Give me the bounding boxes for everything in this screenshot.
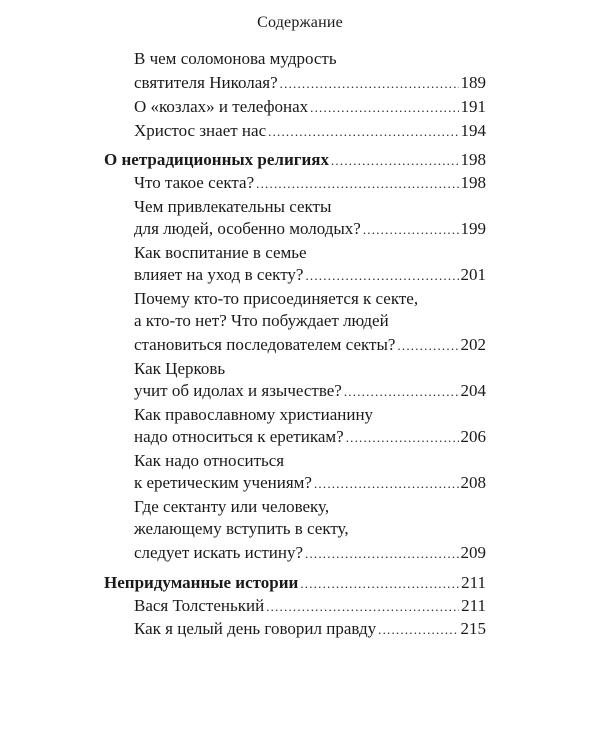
page-number: 191	[460, 97, 486, 116]
dot-leader	[378, 619, 458, 641]
dot-leader	[310, 97, 458, 119]
toc-entry-title-line: Что такое секта?	[134, 173, 255, 192]
page-number: 211	[461, 573, 486, 592]
page-number: 206	[460, 427, 486, 446]
toc-entry-title-line: Как надо относиться	[134, 451, 285, 470]
toc-entry-title-line: Чем привлекательны секты	[134, 197, 332, 216]
toc-entry-title-line: Как Церковь	[134, 359, 226, 378]
toc-entry-title-line: желающему вступить в секту,	[134, 519, 349, 538]
dot-leader	[363, 219, 459, 241]
toc-entry-title-line: для людей, особенно молодых?	[134, 219, 361, 238]
toc-entry-title-line: святителя Николая?	[134, 73, 278, 92]
toc-entry-last-line	[134, 472, 486, 494]
toc-entry-title-line: Христос знает нас	[134, 121, 267, 140]
toc-entry-last-line	[134, 618, 486, 640]
toc-entry-title-line: Вася Толстенький	[134, 596, 265, 615]
dot-leader	[268, 121, 458, 143]
page-number: 198	[460, 150, 486, 169]
dot-leader	[266, 596, 459, 618]
toc-entry-last-line	[134, 264, 486, 286]
page-number: 209	[460, 543, 486, 562]
toc-entry-title-line: Как воспитание в семье	[134, 243, 307, 262]
dot-leader	[397, 335, 458, 357]
page-number: 215	[460, 619, 486, 638]
page-number: 189	[460, 73, 486, 92]
toc-entry-last-line	[134, 120, 486, 142]
dot-leader	[305, 543, 459, 565]
dot-leader	[280, 73, 459, 95]
dot-leader	[305, 265, 458, 287]
toc-entry-title-line: а кто-то нет? Что побуждает людей	[134, 311, 389, 330]
section-title: О нетрадиционных религиях	[104, 150, 329, 169]
toc-entry-title-line: надо относиться к еретикам?	[134, 427, 344, 446]
page-number: 198	[460, 173, 486, 192]
dot-leader	[256, 173, 458, 195]
toc-entry-title-line: Как православному христианину	[134, 405, 374, 424]
page-number: 201	[460, 265, 486, 284]
toc-entry-title-line: становиться последователем секты?	[134, 335, 396, 354]
page-number: 204	[460, 381, 486, 400]
toc-entry-last-line	[134, 334, 486, 356]
dot-leader	[346, 427, 459, 449]
toc-entry-title-line: следует искать истину?	[134, 543, 303, 562]
dot-leader	[314, 473, 459, 495]
page-number: 194	[460, 121, 486, 140]
toc-entry-title-line: Как я целый день говорил правду	[134, 619, 377, 638]
toc-entry-title-line: В чем соломонова мудрость	[134, 49, 337, 68]
toc-entry-last-line	[134, 218, 486, 240]
toc-entry-title-line: учит об идолах и язычестве?	[134, 381, 342, 400]
toc-entry-last-line	[104, 572, 486, 594]
toc-entry-last-line	[134, 96, 486, 118]
toc-entry-last-line	[104, 149, 486, 171]
toc-entry-last-line	[134, 426, 486, 448]
dot-leader	[300, 573, 459, 595]
toc-entry-title-line: О «козлах» и телефонах	[134, 97, 309, 116]
toc-entry-last-line	[134, 542, 486, 564]
dot-leader	[331, 150, 459, 172]
page-title: Содержание	[257, 14, 343, 31]
toc-entry-title-line: Где сектанту или человеку,	[134, 497, 330, 516]
toc-entry-title-line: Почему кто-то присоединяется к секте,	[134, 289, 419, 308]
toc-entry-last-line	[134, 380, 486, 402]
page-number: 202	[460, 335, 486, 354]
toc-entry-title-line: влияет на уход в секту?	[134, 265, 304, 284]
page-number: 211	[461, 596, 486, 615]
page-number: 208	[460, 473, 486, 492]
page-number: 199	[460, 219, 486, 238]
toc-entry-title-line: к еретическим учениям?	[134, 473, 312, 492]
toc-entry-last-line	[134, 172, 486, 194]
toc-entry-last-line	[134, 595, 486, 617]
dot-leader	[344, 381, 459, 403]
toc-entry-last-line	[134, 72, 486, 94]
section-title: Непридуманные истории	[104, 573, 299, 592]
